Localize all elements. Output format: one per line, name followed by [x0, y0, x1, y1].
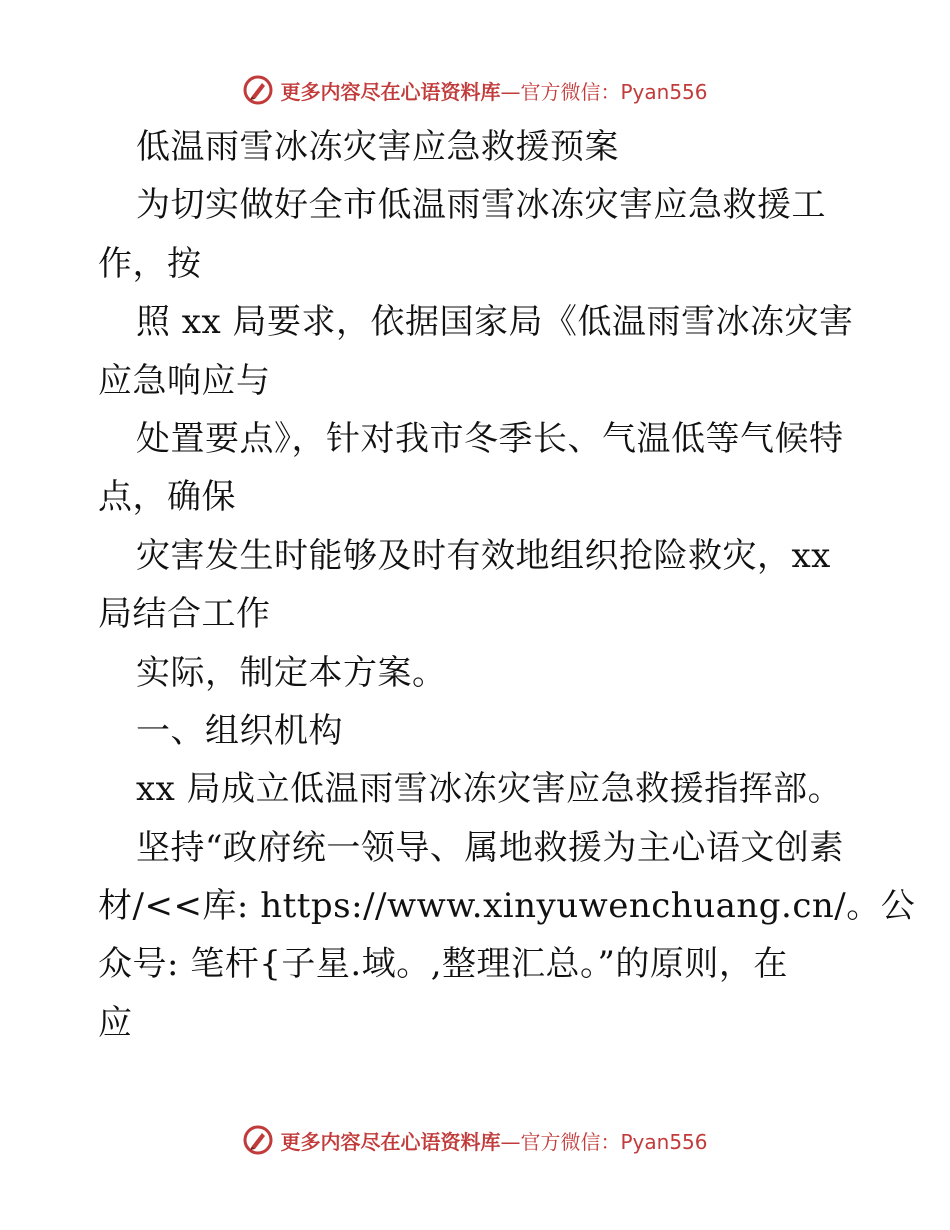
doc-line: 点，确保 [98, 477, 236, 518]
watermark-id: Pyan556 [620, 1129, 708, 1154]
header-watermark [0, 70, 950, 110]
pen-logo-icon [242, 1124, 274, 1156]
doc-line: 应急响应与 [98, 360, 271, 401]
doc-line: 照 xx 局要求，依据国家局《低温雨雪冰冻灾害 [136, 302, 854, 343]
doc-line: 坚持“政府统一领导、属地救援为主心语文创素 [136, 827, 844, 868]
doc-line: 为切实做好全市低温雨雪冰冻灾害应急救援工 [136, 185, 826, 226]
watermark-main: 更多内容尽在心语资料库 [280, 1129, 501, 1154]
doc-line: 众号: 笔杆{子星.域。,整理汇总。”的原则，在 [98, 944, 788, 985]
document-body [98, 118, 916, 1052]
section-heading: 一、组织机构 [136, 710, 343, 751]
doc-title: 低温雨雪冰冻灾害应急救援预案 [136, 127, 619, 167]
watermark-sub: 官方微信： [520, 1129, 621, 1154]
doc-line: 应 [98, 1002, 133, 1043]
watermark-text [280, 1126, 707, 1155]
watermark-sub: 官方微信： [520, 79, 621, 104]
doc-line: 灾害发生时能够及时有效地组织抢险救灾，xx [136, 535, 831, 576]
doc-line: 作，按 [98, 243, 202, 284]
doc-line: 材/<<库: https://www.xinyuwenchuang.cn/。公 [98, 886, 916, 927]
footer-watermark [0, 1120, 950, 1160]
watermark-main: 更多内容尽在心语资料库 [280, 79, 501, 104]
doc-line: 处置要点》，针对我市冬季长、气温低等气候特 [136, 418, 844, 459]
doc-line: 局结合工作 [98, 594, 271, 635]
watermark-dash: — [500, 1129, 521, 1154]
doc-line: 实际，制定本方案。 [136, 652, 447, 693]
watermark-id: Pyan556 [620, 79, 708, 104]
watermark-dash: — [500, 79, 521, 104]
doc-line: xx 局成立低温雨雪冰冻灾害应急救援指挥部。 [136, 769, 843, 810]
watermark-text [280, 76, 707, 105]
pen-logo-icon [242, 74, 274, 106]
